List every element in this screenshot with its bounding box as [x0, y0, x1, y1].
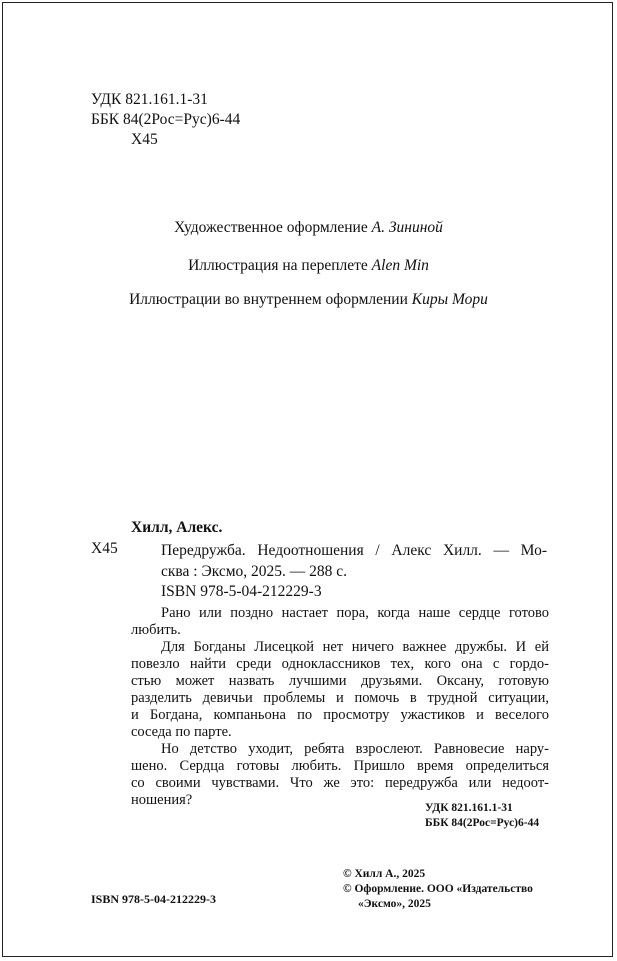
copyright-design: © Оформление. ООО «Издательство: [343, 883, 533, 895]
copyright-block: [343, 867, 533, 912]
credit-design-label: Художественное оформление: [174, 219, 368, 236]
bibliography-isbn: ISBN 978-5-04-212229-3: [161, 583, 322, 600]
footer-bbk: ББК 84(2Рос=Рус)6-44: [425, 817, 540, 829]
footer-classification: [425, 801, 539, 831]
credit-cover: [0, 257, 617, 275]
annotation-line: и Богдана, компаньона по просмотру ужастиков и веселого: [131, 707, 549, 723]
annotation: [131, 605, 549, 809]
udk-code: УДК 821.161.1-31: [91, 91, 208, 108]
annotation-line: шено. Сердца готовы любить. Пришло время определиться: [131, 758, 549, 774]
annotation-line: соседа по парте.: [131, 724, 232, 740]
bibliography-line: сква : Эксмо, 2025. — 288 с.: [161, 563, 348, 580]
bbk-code: ББК 84(2Рос=Рус)6-44: [91, 111, 241, 128]
credit-design: [0, 219, 617, 237]
classification-block: [91, 90, 240, 150]
credit-inner-label: Иллюстрации во внутреннем оформлении: [129, 291, 408, 308]
credit-cover-label: Иллюстрация на переплете: [188, 257, 368, 274]
bibliography-line: Передружба. Недоотношения / Алекс Хилл. — Мо-: [161, 542, 547, 559]
annotation-line: любить.: [131, 622, 181, 638]
annotation-line: разделить девичьи проблемы и помочь в трудной ситуации,: [131, 690, 549, 706]
bibliography-author: Хилл, Алекс.: [131, 519, 223, 536]
bibliography-description: [161, 540, 547, 582]
annotation-line: Для Богданы Лисецкой нет ничего важнее дружбы. И ей: [161, 639, 549, 655]
annotation-line: стью может назвать лучшими друзьями. Оксану, готовую: [131, 673, 549, 689]
credit-inner: [0, 291, 617, 309]
annotation-line: Но детство уходит, ребята взрослеют. Равновесие нару-: [161, 741, 549, 757]
copyright-author: © Хилл А., 2025: [343, 868, 426, 880]
annotation-line: со своими чувствами. Что же это: передружба или недоот-: [131, 775, 549, 791]
footer-udk: УДК 821.161.1-31: [425, 802, 513, 814]
credit-inner-name: Киры Мори: [411, 291, 488, 308]
bibliography-code: Х45: [91, 540, 118, 557]
credit-cover-name: Alen Min: [371, 257, 429, 274]
annotation-line: ношения?: [131, 792, 193, 808]
author-mark: Х45: [131, 131, 158, 148]
annotation-line: Рано или поздно настает пора, когда наше сердце готово: [161, 605, 549, 621]
annotation-line: повезло найти среди одноклассников тех, кого она с гордо-: [131, 656, 549, 672]
footer-isbn: ISBN 978-5-04-212229-3: [91, 892, 216, 906]
copyright-design-cont: «Эксмо», 2025: [358, 898, 431, 910]
credit-design-name: А. Зининой: [371, 219, 443, 236]
